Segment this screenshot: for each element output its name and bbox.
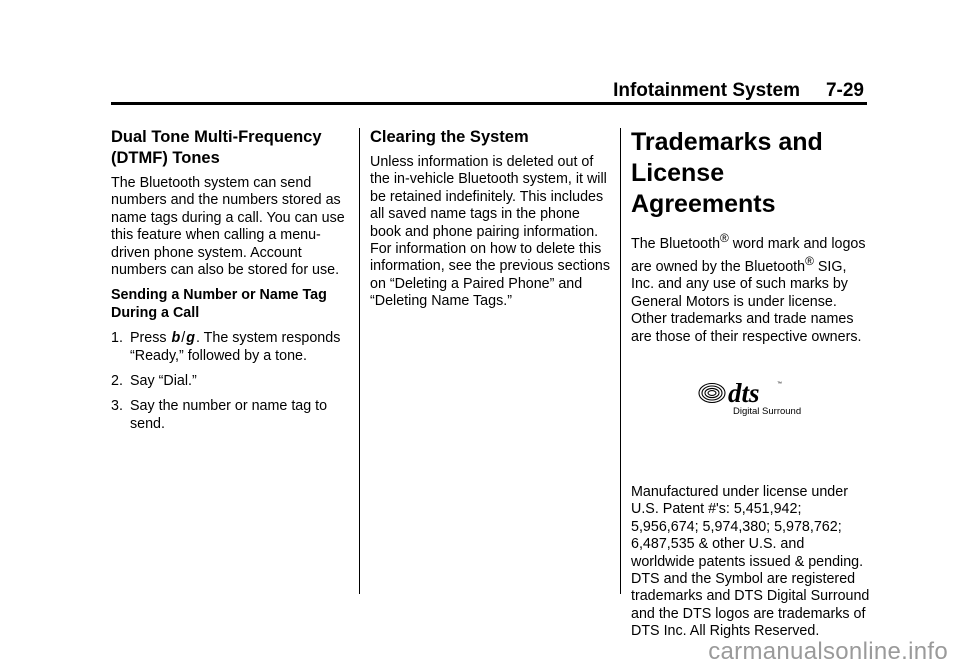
paragraph: The Bluetooth® word mark and logos are owned by the Bluetooth® SIG, Inc. and any use of such marks by General Motors is under license. Other trademarks and trade names are those of their respective owners. xyxy=(631,231,866,345)
column-divider xyxy=(620,128,621,594)
dts-logo xyxy=(697,378,803,418)
step-number: 1. xyxy=(111,330,123,347)
header-rule xyxy=(111,102,867,105)
registered-mark: ® xyxy=(805,254,814,269)
column-divider xyxy=(359,128,360,594)
section-title: Infotainment System xyxy=(613,80,800,101)
step-text: Press xyxy=(130,330,167,347)
section-heading: Clearing the System xyxy=(370,128,529,146)
paragraph: The Bluetooth system can send numbers and the numbers stored as name tags during a call. You can use this feature when calling a menu-driven phone system. Account numbers can also be stored for use. xyxy=(111,175,345,279)
watermark: carmanualsonline.info xyxy=(708,638,948,665)
logo-caption: Digital Surround xyxy=(733,405,802,417)
column-trademarks xyxy=(631,127,871,649)
registered-mark: ® xyxy=(720,231,729,245)
section-heading: Dual Tone Multi-Frequency (DTMF) Tones xyxy=(111,128,322,167)
column-clearing xyxy=(370,127,610,319)
step-text: . The system responds “Ready,” followed by a tone. xyxy=(130,330,341,364)
paragraph: Unless information is deleted out of the in-vehicle Bluetooth system, it will be retained indefinitely. This includes all saved name tags in the phone book and phone pairing information. For information on how to delete this information, see the previous sections on “Deleting a Paired Phone” and “Deleting Name Tags.” xyxy=(370,154,610,310)
list-item xyxy=(111,373,351,390)
voice-icon: g xyxy=(186,330,195,347)
separator: / xyxy=(181,330,186,347)
step-number: 3. xyxy=(111,398,123,415)
trademark-symbol: ™ xyxy=(777,380,782,387)
dts-mark: dts xyxy=(728,377,760,408)
page-number: 7-29 xyxy=(825,80,864,101)
push-to-talk-icon: b xyxy=(171,330,181,347)
step-text: Say “Dial.” xyxy=(130,373,197,390)
list-item xyxy=(111,330,351,365)
logo-area xyxy=(631,354,871,484)
steps-list xyxy=(111,330,351,433)
page-header xyxy=(613,80,864,102)
list-item xyxy=(111,398,351,433)
section-heading: Trademarks and License Agreements xyxy=(631,128,823,218)
step-number: 2. xyxy=(111,373,123,390)
column-dtmf xyxy=(111,127,351,441)
subheading: Sending a Number or Name Tag During a Call xyxy=(111,287,327,321)
step-text: Say the number or name tag to send. xyxy=(130,398,328,432)
paragraph: Manufactured under license under U.S. Patent #'s: 5,451,942; 5,956,674; 5,974,380; 5,978,762; 6,487,535 & other U.S. and worldwide patents issued & pending. DTS and the Symbol are registered trademarks and DTS Digital Surround and the DTS logos are trademarks of DTS Inc. All Rights Reserved. xyxy=(631,483,870,640)
